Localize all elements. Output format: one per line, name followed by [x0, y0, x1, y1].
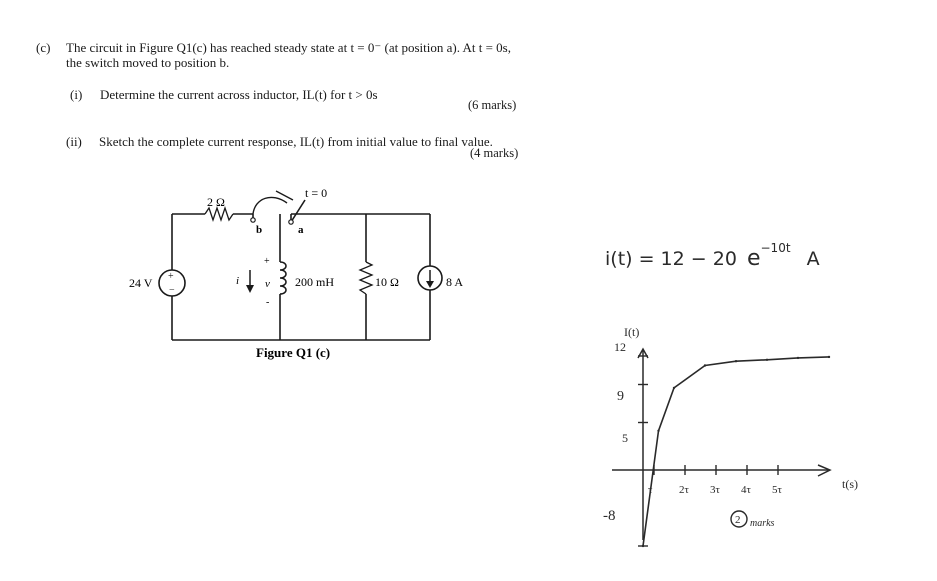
current-label: i — [236, 275, 240, 287]
sub-i-text: Determine the current across inductor, IL(t) for t > 0s — [100, 87, 378, 102]
equation-base: e — [746, 246, 761, 271]
curve-point — [828, 356, 830, 358]
resistor-right-label: 10 Ω — [375, 275, 399, 289]
part-label: (c) — [36, 40, 51, 55]
equation-unit: A — [806, 248, 820, 270]
switch-label: t = 0 — [305, 186, 328, 200]
figure-caption: Figure Q1 (c) — [256, 345, 331, 360]
voltage-label: v — [265, 278, 270, 290]
y-tick-5: 5 — [622, 431, 628, 445]
sub-i-label: (i) — [70, 87, 83, 102]
source-minus: − — [169, 285, 175, 296]
marks-word: marks — [750, 518, 775, 529]
x-tick-label: 5τ — [772, 484, 782, 496]
pos-a-label: a — [298, 224, 304, 236]
y-axis-label: I(t) — [624, 325, 640, 339]
x-tick-label: 3τ — [710, 484, 720, 496]
curve-point — [704, 364, 706, 366]
y-tick-9: 9 — [617, 389, 624, 404]
minus-label: - — [266, 297, 270, 308]
sub-ii-text: Sketch the complete current response, IL(t) from initial value to final value. — [99, 134, 493, 149]
question-line-2: the switch moved to position b. — [66, 55, 230, 70]
current-source-label: 8 A — [446, 275, 464, 289]
source-plus: + — [168, 271, 174, 282]
curve-point — [735, 360, 737, 362]
equation-lhs: i(t) = 12 − 20 — [605, 248, 737, 270]
resistor-left-label: 2 Ω — [207, 195, 225, 209]
x-tick-label: 2τ — [679, 484, 689, 496]
curve-point — [797, 357, 799, 359]
sub-ii-label: (ii) — [66, 134, 82, 149]
x-tick-label: 4τ — [741, 484, 751, 496]
plus-label: + — [264, 256, 270, 267]
x-tick-label: τ — [648, 484, 653, 496]
curve-point — [766, 359, 768, 361]
y-tick-neg8: -8 — [603, 508, 616, 524]
source-voltage-label: 24 V — [129, 276, 153, 290]
sub-i-marks: (6 marks) — [468, 98, 517, 112]
curve-point — [673, 387, 675, 389]
pos-b-label: b — [256, 224, 263, 236]
curve-point — [642, 545, 644, 547]
sub-ii-marks: (4 marks) — [470, 146, 519, 160]
x-axis-label: t(s) — [842, 477, 858, 491]
marks-circle-number: 2 — [735, 514, 741, 526]
question-line-1: The circuit in Figure Q1(c) has reached steady state at t = 0⁻ (at position a). At t = 0s, — [66, 40, 511, 55]
curve-point — [657, 430, 659, 432]
y-tick-12: 12 — [614, 340, 626, 354]
equation-exponent: −10t — [760, 240, 791, 255]
inductor-label: 200 mH — [295, 275, 334, 289]
